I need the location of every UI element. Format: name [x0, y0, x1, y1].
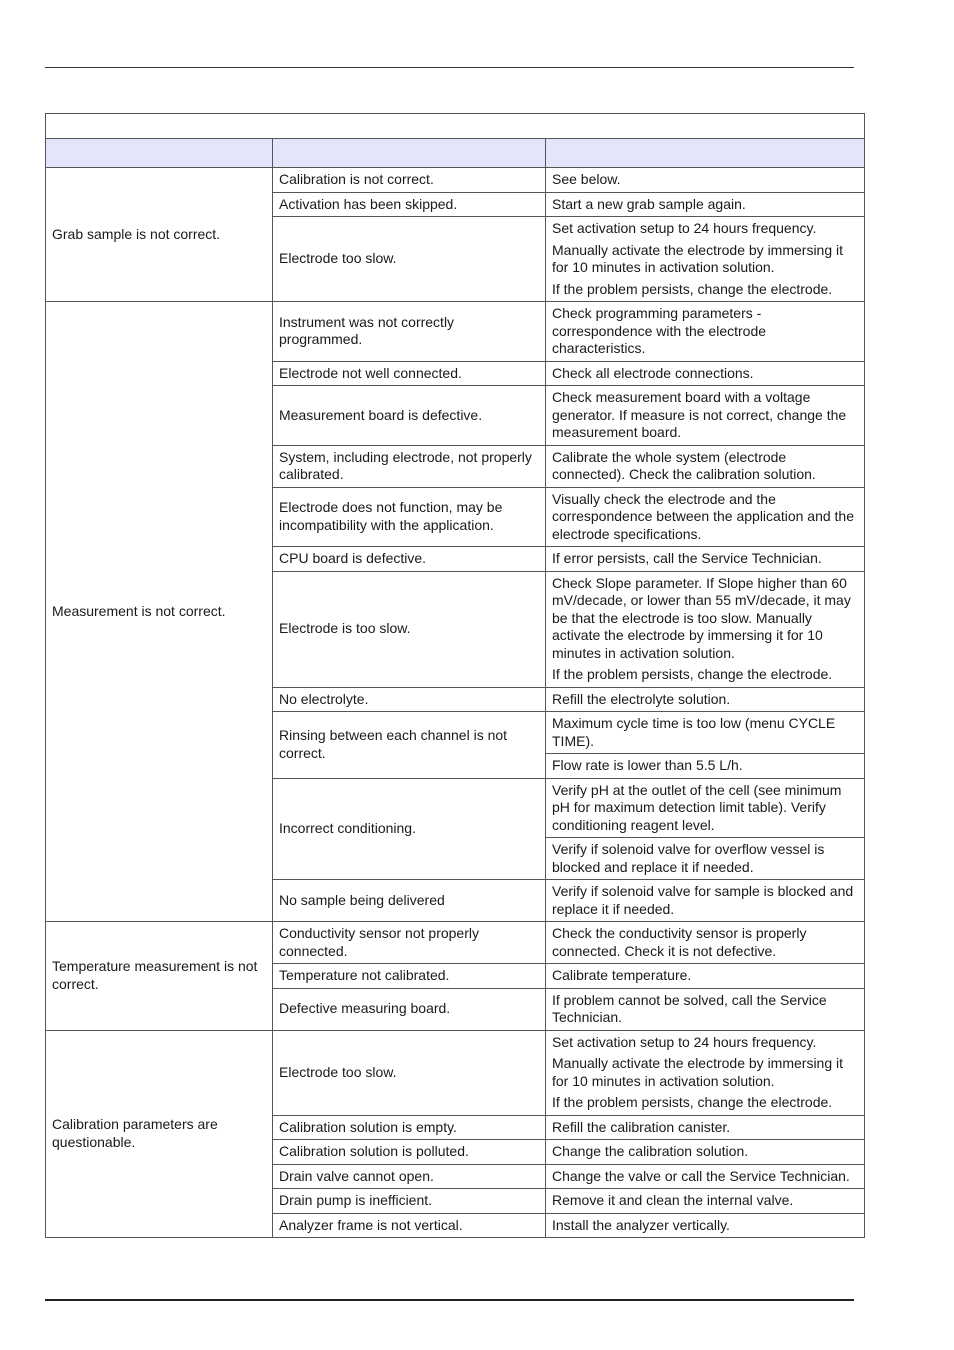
cause-cell: Electrode not well connected. [273, 361, 546, 386]
solution-text: Change the calibration solution. [552, 1143, 749, 1159]
solution-cell [546, 386, 865, 446]
cause-cell: No electrolyte. [273, 687, 546, 712]
cause-cell: Electrode does not function, may be incompatibility with the application. [273, 487, 546, 547]
table-row [46, 1030, 865, 1115]
cause-cell: Electrode too slow. [273, 217, 546, 302]
table-row [46, 302, 865, 362]
cause-cell: No sample being delivered [273, 880, 546, 922]
column-header-solution [546, 139, 865, 168]
cause-cell: Drain valve cannot open. [273, 1164, 546, 1189]
header-rule [45, 67, 854, 68]
footer-rule [45, 1299, 854, 1301]
solution-text: Check the conductivity sensor is properly connected. Check it is not defective. [552, 925, 807, 959]
solution-cell [546, 964, 865, 989]
solution-cell [546, 1213, 865, 1238]
solution-text: If the problem persists, change the electrode. [552, 280, 833, 297]
solution-text: Set activation setup to 24 hours frequency. [552, 1033, 817, 1050]
cause-cell: Activation has been skipped. [273, 192, 546, 217]
problem-cell: Measurement is not correct. [46, 302, 273, 922]
cause-cell: Instrument was not correctly programmed. [273, 302, 546, 362]
solution-text: Check all electrode connections. [552, 364, 754, 381]
column-header-row [46, 139, 865, 168]
solution-cell [546, 880, 865, 922]
problem-cell: Calibration parameters are questionable. [46, 1030, 273, 1238]
column-header-cause [273, 139, 546, 168]
solution-cell [546, 1140, 865, 1165]
solution-cell [546, 487, 865, 547]
cause-cell: Temperature not calibrated. [273, 964, 546, 989]
solution-text: Maximum cycle time is too low (menu CYCLE TIME). [552, 715, 836, 749]
solution-text: Check measurement board with a voltage generator. If measure is not correct, change the measurement board. [552, 389, 847, 440]
solution-text: Manually activate the electrode by immersing it for 10 minutes in activation solution. [552, 241, 844, 275]
solution-text: If problem cannot be solved, call the Service Technician. [552, 991, 827, 1025]
table-row [46, 922, 865, 964]
solution-cell [546, 1164, 865, 1189]
solution-text: If the problem persists, change the electrode. [552, 666, 833, 682]
solution-text: Change the valve or call the Service Technician. [552, 1167, 850, 1184]
solution-text: Refill the electrolyte solution. [552, 690, 731, 707]
solution-text: Start a new grab sample again. [552, 195, 746, 212]
solution-cell [546, 778, 865, 880]
solution-text: Remove it and clean the internal valve. [552, 1192, 794, 1208]
solution-text: Check Slope parameter. If Slope higher than 60 mV/decade, or lower than 55 mV/decade, it may be that the electrode is too slow. Manually activate the electrode by immersing it for 10 minutes in activation solution. [552, 574, 851, 661]
cause-cell: Analyzer frame is not vertical. [273, 1213, 546, 1238]
cause-cell: CPU board is defective. [273, 547, 546, 572]
cause-cell: Calibration solution is polluted. [273, 1140, 546, 1165]
cause-cell: Defective measuring board. [273, 988, 546, 1030]
cause-cell: Incorrect conditioning. [273, 778, 546, 880]
solution-text: Visually check the electrode and the correspondence between the application and the electrode specifications. [552, 490, 854, 542]
problem-cell: Temperature measurement is not correct. [46, 922, 273, 1031]
solution-text: Verify if solenoid valve for overflow vessel is blocked and replace it if needed. [546, 837, 864, 879]
solution-cell [546, 1115, 865, 1140]
column-header-problem [46, 139, 273, 168]
solution-cell [546, 988, 865, 1030]
solution-text: Calibrate temperature. [552, 967, 692, 983]
solution-cell [546, 217, 865, 302]
solution-text: Manually activate the electrode by immersing it for 10 minutes in activation solution. [552, 1055, 844, 1089]
solution-cell [546, 192, 865, 217]
solution-text: Verify if solenoid valve for sample is blocked and replace it if needed. [552, 883, 854, 917]
cause-cell: System, including electrode, not properly calibrated. [273, 445, 546, 487]
solution-text: If the problem persists, change the electrode. [552, 1094, 833, 1110]
solution-cell [546, 547, 865, 572]
table-row [46, 168, 865, 193]
solution-text: Check programming parameters - correspondence with the electrode characteristics. [552, 305, 767, 356]
cause-cell: Conductivity sensor not properly connected. [273, 922, 546, 964]
solution-cell [546, 302, 865, 362]
solution-cell [546, 445, 865, 487]
solution-text: Verify pH at the outlet of the cell (see minimum pH for maximum detection limit table). Verify conditioning reagent level. [552, 781, 842, 833]
solution-text: Install the analyzer vertically. [552, 1216, 730, 1233]
troubleshooting-table [45, 113, 865, 1238]
problem-cell: Grab sample is not correct. [46, 168, 273, 302]
cause-cell: Electrode is too slow. [273, 571, 546, 687]
cause-cell: Measurement board is defective. [273, 386, 546, 446]
solution-text: Flow rate is lower than 5.5 L/h. [546, 753, 864, 778]
table-title [46, 114, 865, 139]
solution-text: See below. [552, 171, 621, 187]
table-body [46, 168, 865, 1238]
solution-text: Set activation setup to 24 hours frequency. [552, 220, 817, 236]
solution-cell [546, 922, 865, 964]
cause-cell: Calibration solution is empty. [273, 1115, 546, 1140]
solution-cell [546, 1030, 865, 1115]
cause-cell: Drain pump is inefficient. [273, 1189, 546, 1214]
cause-cell: Electrode too slow. [273, 1030, 546, 1115]
cause-cell: Rinsing between each channel is not correct. [273, 712, 546, 779]
solution-text: If error persists, call the Service Technician. [552, 550, 822, 566]
solution-text: Refill the calibration canister. [552, 1118, 731, 1135]
solution-text: Calibrate the whole system (electrode connected). Check the calibration solution. [552, 448, 816, 482]
solution-cell [546, 712, 865, 779]
solution-cell [546, 168, 865, 193]
solution-cell [546, 571, 865, 687]
solution-cell [546, 1189, 865, 1214]
solution-cell [546, 687, 865, 712]
solution-cell [546, 361, 865, 386]
cause-cell: Calibration is not correct. [273, 168, 546, 193]
